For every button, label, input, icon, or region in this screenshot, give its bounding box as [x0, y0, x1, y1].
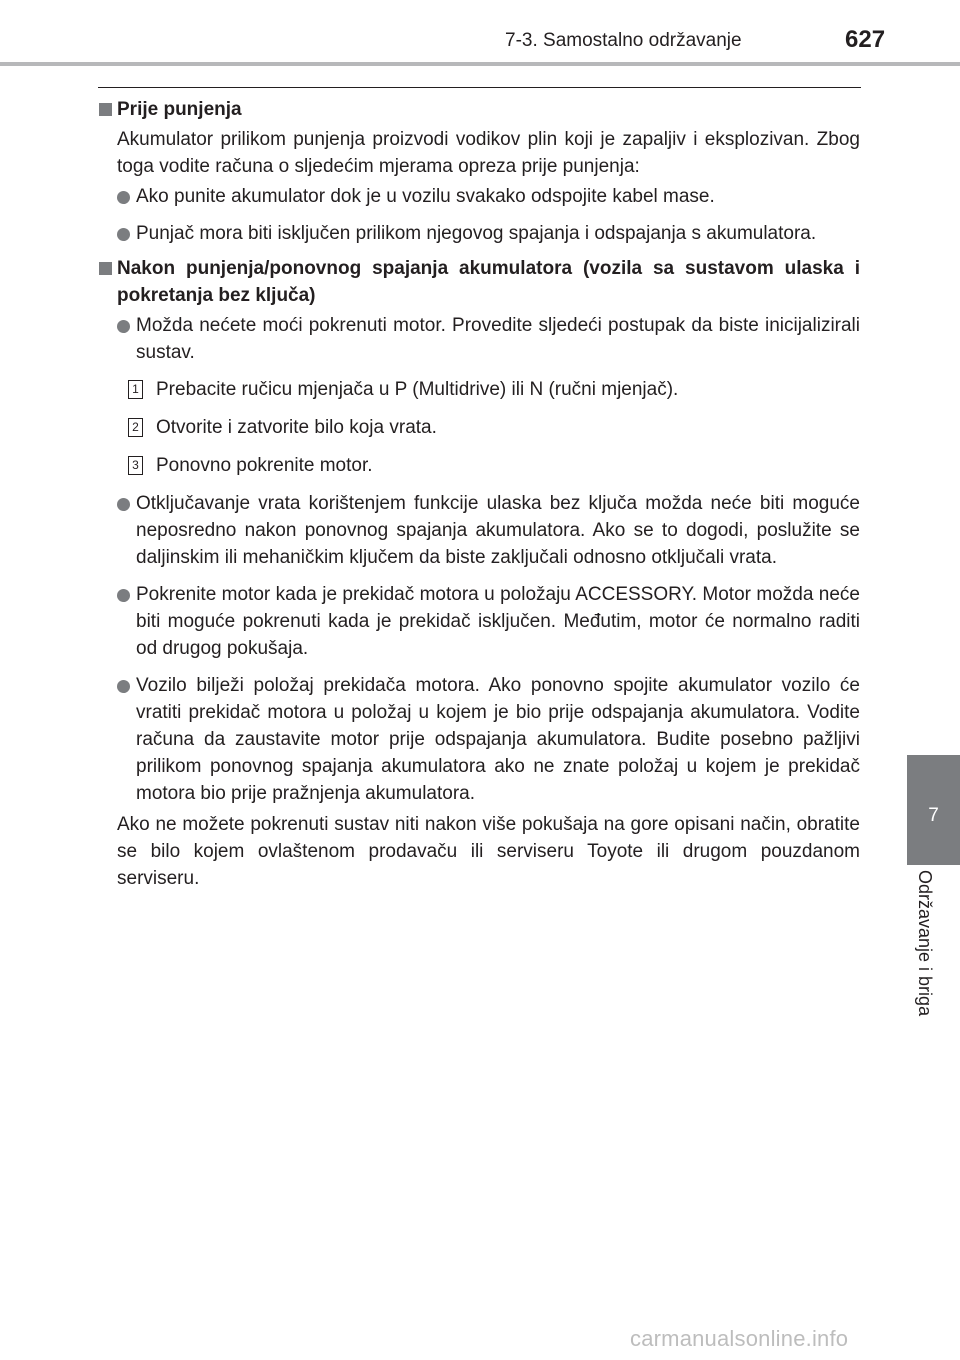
list-item-text: Vozilo bilježi položaj prekidača motora. Ako ponovno spojite akumulator vozilo će vratiti prekidač motora u položaj u kojem je bio prije odspajanja akumulatora. Vodite računa da zaustavite motor prije odspajanja akumulatora. Budite posebno pažljivi prilikom ponovnog spajanja akumulatora ako ne znate položaj u kojem je prekidač motora bio prije pražnjenja akumulatora. — [136, 675, 860, 804]
step-text: Prebacite ručicu mjenjača u P (Multidrive) ili N (ručni mjenjač). — [156, 379, 679, 400]
watermark: carmanualsonline.info — [630, 1326, 849, 1351]
list-item-text: Otključavanje vrata korištenjem funkcije ulaska bez ključa možda neće biti moguće neposredno nakon ponovnog spajanja akumulatora. Ako se to dogodi, poslužite se daljinskim ili mehaničkim ključem da biste zaključali odnosno otključali vrata. — [136, 493, 860, 568]
list-item-text: Punjač mora biti isključen prilikom njegovog spajanja i odspajanja s akumulatora. — [136, 223, 817, 244]
step-number: 3 — [128, 456, 143, 475]
round-bullet-icon — [117, 498, 130, 511]
list-item — [98, 312, 860, 366]
list-item — [98, 672, 860, 807]
intro-paragraph: Akumulator prilikom punjenja proizvodi vodikov plin koji je zapaljiv i eksplozivan. Zbog toga vodite računa o sljedećim mjerama opreza prije punjenja: — [117, 129, 860, 177]
content-divider — [98, 87, 861, 88]
page-body — [98, 96, 860, 892]
chapter-label-text: Održavanje i briga — [915, 870, 935, 1017]
heading-text: Prije punjenja — [117, 99, 242, 120]
chapter-number: 7 — [928, 805, 939, 826]
list-item-text: Ako punite akumulator dok je u vozilu svakako odspojite kabel mase. — [136, 186, 715, 207]
step-text: Ponovno pokrenite motor. — [156, 455, 373, 476]
list-item — [98, 220, 860, 247]
step-text: Otvorite i zatvorite bilo koja vrata. — [156, 417, 437, 438]
list-item-text: Možda nećete moći pokrenuti motor. Provedite sljedeći postupak da biste inicijalizirali sustav. — [136, 315, 860, 363]
list-item — [98, 183, 860, 210]
closing-paragraph: Ako ne možete pokrenuti sustav niti nakon više pokušaja na gore opisani način, obratite se bilo kojem ovlaštenom prodavaču ili serviseru Toyote ili drugom pouzdanom serviseru. — [117, 814, 860, 889]
square-bullet-icon — [99, 262, 112, 275]
round-bullet-icon — [117, 589, 130, 602]
page-header — [0, 0, 960, 70]
round-bullet-icon — [117, 228, 130, 241]
chapter-tab — [907, 755, 960, 865]
heading-text: Nakon punjenja/ponovnog spajanja akumulatora (vozila sa sustavom ulaska i pokretanja bez ključa) — [117, 258, 860, 306]
round-bullet-icon — [117, 680, 130, 693]
section-heading-after-charging — [98, 255, 860, 309]
round-bullet-icon — [117, 320, 130, 333]
section-title: 7-3. Samostalno održavanje — [505, 30, 742, 51]
list-item — [98, 581, 860, 662]
section-heading-before-charging — [98, 96, 860, 123]
round-bullet-icon — [117, 191, 130, 204]
list-item-text: Pokrenite motor kada je prekidač motora u položaju ACCESSORY. Motor možda neće biti moguće pokrenuti kada je prekidač isključen. Međutim, motor će normalno raditi od drugog pokušaja. — [136, 584, 860, 659]
step-number: 1 — [128, 380, 143, 399]
step-item — [98, 414, 860, 441]
step-item — [98, 452, 860, 479]
step-item — [98, 376, 860, 403]
header-divider — [0, 62, 960, 66]
square-bullet-icon — [99, 103, 112, 116]
page-number: 627 — [845, 26, 886, 53]
list-item — [98, 490, 860, 571]
step-number: 2 — [128, 418, 143, 437]
